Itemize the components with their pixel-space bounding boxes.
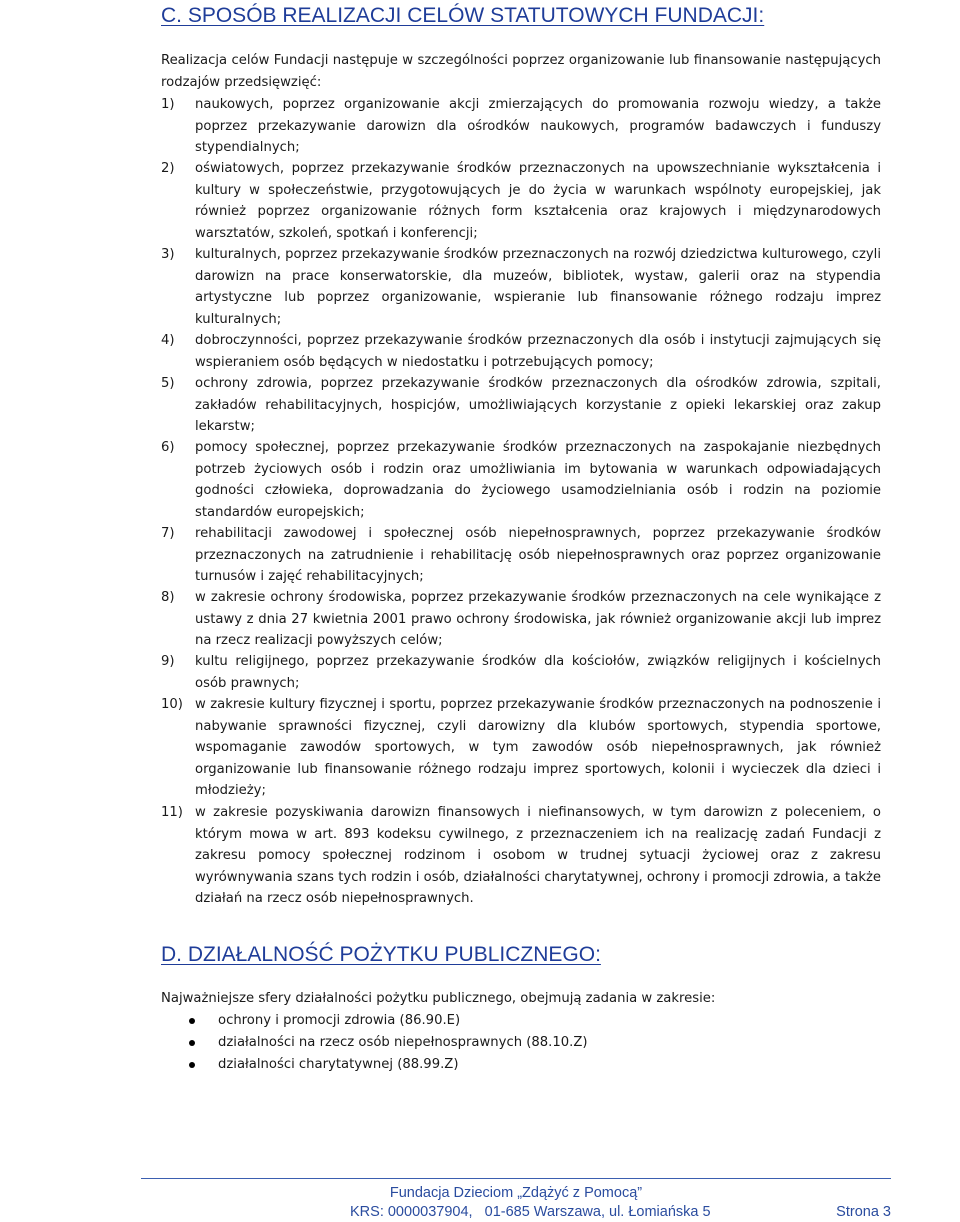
list-item: [161, 158, 881, 244]
list-item-text: kultu religijnego, poprzez przekazywanie środków dla kościołów, związków religijnych i kościelnych osób prawnych;: [195, 654, 881, 691]
list-item-text: rehabilitacji zawodowej i społecznej osób niepełnosprawnych, poprzez przekazywanie środków przeznaczonych na zatrudnienie i rehabilitację osób niepełnosprawnych oraz poprzez organizowanie turnusów i zajęć rehabilitacyjnych;: [195, 526, 881, 584]
section-d-bullet-list: [161, 1010, 881, 1076]
list-item: [161, 802, 881, 910]
list-item: [161, 437, 881, 523]
section-c-heading: C. SPOSÓB REALIZACJI CELÓW STATUTOWYCH FUNDACJI:: [161, 4, 765, 27]
list-item-text: w zakresie pozyskiwania darowizn finansowych i niefinansowych, w tym darowizn z poleceniem, o którym mowa w art. 893 kodeksu cywilnego, z przeznaczeniem ich na realizację zadań Fundacji z zakresu pomocy społecznej rodzinom i osobom w trudnej sytuacji życiowej oraz z zakresu wyrównywania szans tych rodzin i osób, działalności charytatywnej, ochrony i promocji zdrowia, a także działań na rzecz osób niepełnosprawnych.: [195, 805, 881, 906]
list-item: [161, 244, 881, 330]
list-item-number: 3): [161, 247, 175, 262]
list-item-text: naukowych, poprzez organizowanie akcji zmierzających do promowania rozwoju wiedzy, a także poprzez przekazywanie darowizn dla ośrodków naukowych, programów badawczych i funduszy stypendialnych;: [195, 97, 881, 155]
list-item-number: 11): [161, 805, 183, 820]
bullet-icon: [189, 1062, 195, 1068]
list-item-text: w zakresie kultury fizycznej i sportu, poprzez przekazywanie środków przeznaczonych na podnoszenie i nabywanie sprawności fizycznej, czyli darowizny dla klubów sportowych, stypendia sportowe, wspomaganie zawodów sportowych, w tym zawodów osób niepełnosprawnych, jak również organizowanie lub finansowanie różnego rodzaju imprez sportowych, kolonii i wycieczek dla dzieci i młodzieży;: [195, 697, 881, 798]
list-item: [161, 523, 881, 587]
bullet-item: [161, 1054, 881, 1076]
list-item: [161, 330, 881, 373]
list-item: [161, 587, 881, 651]
list-item: [161, 94, 881, 158]
list-item-number: 5): [161, 376, 175, 391]
section-d-heading: D. DZIAŁALNOŚĆ POŻYTKU PUBLICZNEGO:: [161, 943, 601, 966]
list-item: [161, 694, 881, 802]
list-item-text: w zakresie ochrony środowiska, poprzez przekazywanie środków przeznaczonych na cele wynikające z ustawy z dnia 27 kwietnia 2001 prawo ochrony środowiska, jak również organizowanie akcji lub imprez na rzecz realizacji powyższych celów;: [195, 590, 881, 648]
list-item-text: kulturalnych, poprzez przekazywanie środków przeznaczonych na rozwój dziedzictwa kulturowego, czyli darowizn na prace konserwatorskie, dla muzeów, bibliotek, wystaw, galerii oraz na stypendia artystyczne lub poprzez organizowanie, wspieranie lub finansowanie różnego rodzaju imprez kulturalnych;: [195, 247, 881, 327]
list-item-number: 2): [161, 161, 175, 176]
list-item-text: oświatowych, poprzez przekazywanie środków przeznaczonych na upowszechnianie wykształcenia i kultury w społeczeństwie, przygotowujących je do życia w warunkach wspólnoty europejskiej, jak również poprzez organizowanie różnych form kształcenia oraz krajowych i międzynarodowych warsztatów, szkoleń, spotkań i konferencji;: [195, 161, 881, 241]
bullet-item-text: działalności charytatywnej (88.99.Z): [218, 1057, 459, 1072]
section-d-intro: Najważniejsze sfery działalności pożytku publicznego, obejmują zadania w zakresie:: [161, 991, 716, 1006]
list-item: [161, 373, 881, 437]
list-item-number: 6): [161, 440, 175, 455]
list-item-number: 4): [161, 333, 175, 348]
list-item-number: 7): [161, 526, 175, 541]
bullet-item-text: działalności na rzecz osób niepełnosprawnych (88.10.Z): [218, 1035, 588, 1050]
page-footer: [141, 1184, 891, 1222]
list-item: [161, 651, 881, 694]
bullet-item: [161, 1010, 881, 1032]
list-item-number: 8): [161, 590, 175, 605]
bullet-item-text: ochrony i promocji zdrowia (86.90.E): [218, 1013, 461, 1028]
footer-divider: [141, 1178, 891, 1179]
list-item-number: 1): [161, 97, 175, 112]
list-item-text: pomocy społecznej, poprzez przekazywanie środków przeznaczonych na zaspokajanie niezbędnych potrzeb życiowych osób i rodzin oraz umożliwiania im bytowania w warunkach odpowiadających godności człowieka, doprowadzania do życiowego usamodzielniania osób i rodzin na poziomie standardów europejskich;: [195, 440, 881, 520]
bullet-icon: [189, 1040, 195, 1046]
section-c-intro: Realizacja celów Fundacji następuje w szczególności poprzez organizowanie lub finansowanie następujących rodzajów przedsięwzięć:: [161, 53, 881, 90]
list-item-text: dobroczynności, poprzez przekazywanie środków przeznaczonych dla osób i instytucji zajmujących się wspieraniem osób będących w niedostatku i potrzebujących pomocy;: [195, 333, 881, 370]
footer-address: KRS: 0000037904, 01-685 Warszawa, ul. Łomiańska 5: [350, 1204, 711, 1220]
list-item-number: 10): [161, 697, 183, 712]
section-c-list: [161, 94, 881, 910]
list-item-number: 9): [161, 654, 175, 669]
footer-row: [141, 1203, 891, 1222]
bullet-item: [161, 1032, 881, 1054]
page-number: Strona 3: [836, 1204, 891, 1220]
list-item-text: ochrony zdrowia, poprzez przekazywanie środków przeznaczonych dla ośrodków zdrowia, szpitali, zakładów rehabilitacyjnych, hospicjów, umożliwiających korzystanie z opieki lekarskiej oraz zakup lekarstw;: [195, 376, 881, 434]
bullet-icon: [189, 1018, 195, 1024]
footer-organization: Fundacja Dzieciom „Zdążyć z Pomocą”: [389, 1185, 643, 1201]
